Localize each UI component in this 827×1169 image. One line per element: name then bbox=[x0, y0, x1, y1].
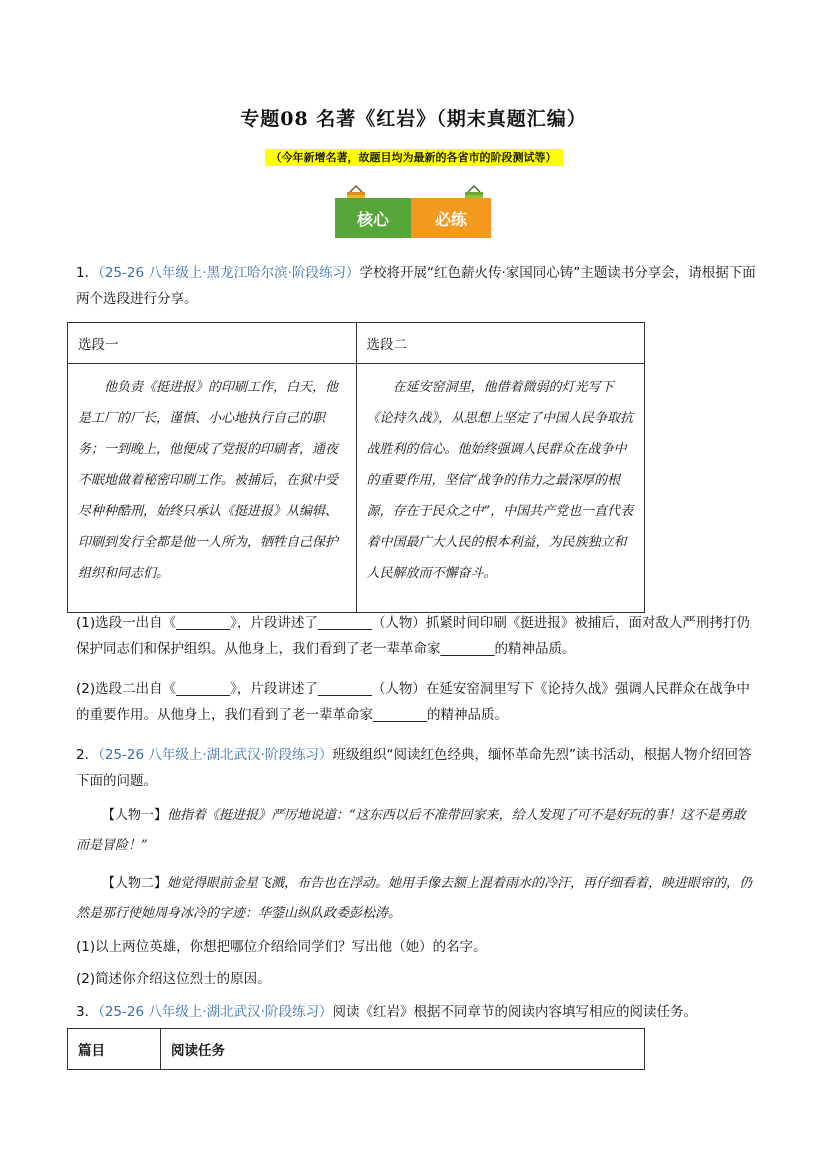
question-1-sub-1: (1)选段一出自《________》，片段讲述了________（人物）抓紧时间印刷《挺进报》被捕后，面对敌人严刑拷打仍保护同志们和保护组织。从他身上，我们看到了老一辈革命家________的精神品质。 bbox=[76, 615, 750, 657]
excerpt-table bbox=[67, 322, 645, 613]
question-3-stem bbox=[76, 999, 756, 1025]
question-1-sub-2: (2)选段二出自《________》，片段讲述了________（人物）在延安窑洞里写下《论持久战》强调人民群众在战争中的重要作用。从他身上，我们看到了老一辈革命家________的精神品质。 bbox=[76, 681, 750, 723]
reading-task-table bbox=[67, 1028, 645, 1070]
character-tag: 【人物二】 bbox=[102, 876, 168, 891]
character-one-paragraph bbox=[76, 801, 756, 861]
question-2-sub-1: (1)以上两位英雄，你想把哪位介绍给同学们？写出他（她）的名字。 bbox=[76, 939, 487, 955]
question-text: 班级组织“阅读红色经典，缅怀革命先烈”读书活动，根据人物介绍回答下面的问题。 bbox=[76, 747, 752, 789]
question-text: 阅读《红岩》根据不同章节的阅读内容填写相应的阅读任务。 bbox=[332, 1004, 697, 1020]
table-header-cell: 阅读任务 bbox=[161, 1029, 645, 1070]
question-2-sub-2: (2)简述你介绍这位烈士的原因。 bbox=[76, 971, 271, 987]
badge-practice-label: 必练 bbox=[411, 198, 491, 238]
question-1-stem bbox=[76, 260, 756, 312]
question-2-stem bbox=[76, 742, 756, 794]
character-text: 她觉得眼前金星飞溅，布告也在浮动。她用手像去额上混着雨水的冷汗，再仔细看着，映进眼帘的，仍然是那行使她周身冰冷的字迹：华蓥山纵队政委彭松涛。 bbox=[76, 876, 753, 921]
table-header-cell: 选段一 bbox=[68, 323, 357, 364]
table-header-cell: 选段二 bbox=[356, 323, 645, 364]
question-text: 学校将开展“红色薪火传·家国同心铸”主题读书分享会，请根据下面两个选段进行分享。 bbox=[76, 265, 756, 307]
table-header-row bbox=[68, 323, 645, 364]
character-text: 他指着《挺进报》严厉地说道：“这东西以后不准带回家来，给人发现了可不是好玩的事！这不是勇敢而是冒险！” bbox=[76, 808, 746, 853]
excerpt-one-text: 他负责《挺进报》的印刷工作，白天，他是工厂的厂长，谨慎、小心地执行自己的职务；一到晚上，他便成了党报的印刷者，通夜不眠地做着秘密印刷工作。被捕后，在狱中受尽种种酷刑，始终只承认《挺进报》从编辑、印刷到发行全都是他一人所为，牺牲自己保护组织和同志们。 bbox=[68, 364, 357, 613]
subtitle-highlight: （今年新增名著，故题目均为最新的各省市的阶段测试等） bbox=[265, 149, 563, 166]
question-source: （25-26 八年级上·黑龙江哈尔滨·阶段练习） bbox=[98, 265, 360, 281]
question-number: 3． bbox=[76, 1004, 99, 1020]
character-tag: 【人物一】 bbox=[102, 808, 168, 823]
subtitle-wrap bbox=[0, 146, 827, 166]
badge-core-label: 核心 bbox=[335, 198, 411, 238]
question-source: （25-26 八年级上·湖北武汉·阶段练习） bbox=[98, 747, 333, 763]
question-number: 2． bbox=[76, 747, 99, 763]
question-number: 1． bbox=[76, 265, 99, 281]
character-two-paragraph bbox=[76, 869, 756, 929]
page-title: 专题08 名著《红岩》（期末真题汇编） bbox=[240, 108, 587, 130]
core-practice-badge bbox=[335, 184, 493, 242]
table-header-row bbox=[68, 1029, 645, 1070]
question-source: （25-26 八年级上·湖北武汉·阶段练习） bbox=[98, 1004, 333, 1020]
table-row bbox=[68, 364, 645, 613]
excerpt-two-text: 在延安窑洞里，他借着微弱的灯光写下《论持久战》，从思想上坚定了中国人民争取抗战胜利的信心。他始终强调人民群众在战争中的重要作用，坚信“战争的伟力之最深厚的根源，存在于民众之中”，中国共产党也一直代表着中国最广大人民的根本利益，为民族独立和人民解放而不懈奋斗。 bbox=[356, 364, 645, 613]
table-header-cell: 篇目 bbox=[68, 1029, 161, 1070]
